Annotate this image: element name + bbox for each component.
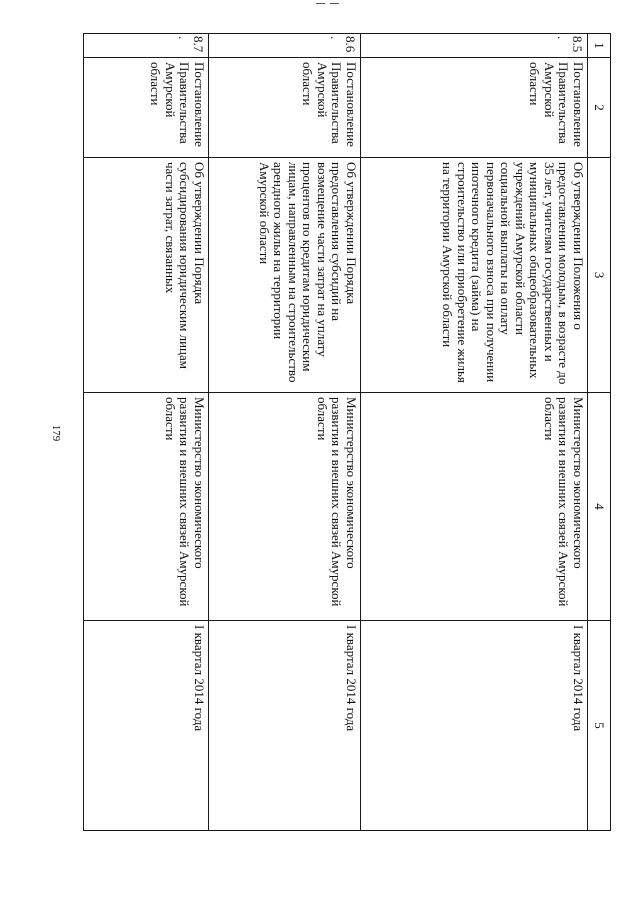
rotated-table-container xyxy=(83,33,611,830)
table-row xyxy=(361,34,588,831)
responsible-executor: Министерство экономического развития и внешних связей Амурской области xyxy=(209,393,361,621)
document-type: Постановление Правительства Амурской области xyxy=(361,58,588,158)
deadline: I квартал 2014 года xyxy=(209,621,361,831)
header-col-2: 2 xyxy=(588,58,611,158)
row-number: 8.5. xyxy=(361,34,588,58)
table-row xyxy=(84,34,209,831)
table-row xyxy=(209,34,361,831)
scan-mark xyxy=(316,3,325,4)
document-type: Постановление Правительства Амурской области xyxy=(209,58,361,158)
row-number: 8.6. xyxy=(209,34,361,58)
document-title: Об утверждении Порядка предоставления субсидий на возмещение части затрат на уплату процентов по кредитам юридическим лицам, направленным на строительство арендного жилья на территории Амурской области xyxy=(209,158,361,393)
header-col-3: 3 xyxy=(588,158,611,393)
document-title: Об утверждении Положения о предоставлении молодым, в возрасте до 35 лет, учителям государственных и муниципальных общеобразовательных учреждений Амурской области социальной выплаты на оплату первоначального взноса при получении ипотечного кредита (займа) на строительство или приобретение жилья на территории Амурской области xyxy=(361,158,588,393)
page-number: 179 xyxy=(50,424,62,442)
row-number: 8.7. xyxy=(84,34,209,58)
responsible-executor: Министерство экономического развития и внешних связей Амурской области xyxy=(84,393,209,621)
header-col-5: 5 xyxy=(588,621,611,831)
scan-mark xyxy=(330,3,339,4)
deadline: I квартал 2014 года xyxy=(361,621,588,831)
document-type: Постановление Правительства Амурской области xyxy=(84,58,209,158)
header-row xyxy=(588,34,611,831)
header-col-4: 4 xyxy=(588,393,611,621)
document-title: Об утверждении Порядка субсидирования юридическим лицам части затрат, связанных xyxy=(84,158,209,393)
responsible-executor: Министерство экономического развития и внешних связей Амурской области xyxy=(361,393,588,621)
measures-table xyxy=(83,33,611,831)
deadline: I квартал 2014 года xyxy=(84,621,209,831)
header-col-1: 1 xyxy=(588,34,611,58)
